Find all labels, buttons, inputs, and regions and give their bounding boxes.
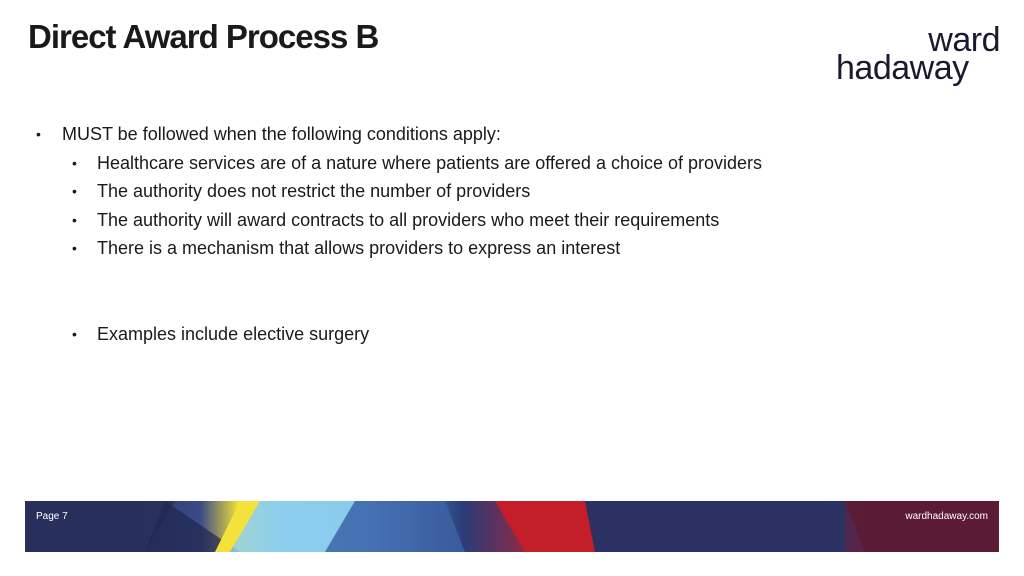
- bullet-text: Healthcare services are of a nature where patients are offered a choice of providers: [97, 152, 763, 173]
- bullet-text: MUST be followed when the following conditions apply:: [62, 124, 501, 144]
- bullet-dot-icon: •: [72, 240, 77, 257]
- website-link[interactable]: wardhadaway.com: [905, 511, 988, 522]
- bullet-item: [36, 120, 762, 149]
- bullet-dot-icon: •: [72, 325, 77, 342]
- bullet-text: Examples include elective surgery: [97, 323, 370, 344]
- slide-title: Direct Award Process B: [28, 18, 379, 55]
- sub-bullet-item: [36, 177, 762, 206]
- bullet-list: [36, 120, 762, 349]
- sub-bullet-item: [36, 149, 762, 178]
- sub-bullet-item: [36, 206, 762, 235]
- bullet-dot-icon: •: [72, 211, 77, 228]
- page-number: Page 7: [36, 511, 68, 522]
- bullet-dot-icon: •: [72, 183, 77, 200]
- footer-decoration: [25, 501, 999, 552]
- bullet-text: The authority does not restrict the number of providers: [97, 181, 531, 202]
- ward-hadaway-logo: [836, 22, 1002, 88]
- bullet-text: There is a mechanism that allows providers to express an interest: [97, 238, 621, 259]
- bullet-dot-icon: •: [72, 154, 77, 171]
- footer-banner: [25, 501, 999, 552]
- logo-line-1: ward: [928, 21, 1000, 59]
- sub-bullet-item: [36, 320, 762, 349]
- bullet-dot-icon: •: [36, 126, 41, 142]
- sub-bullet-item: [36, 234, 762, 263]
- bullet-text: The authority will award contracts to all providers who meet their requirements: [97, 209, 720, 230]
- logo-line-2: hadaway: [836, 49, 969, 87]
